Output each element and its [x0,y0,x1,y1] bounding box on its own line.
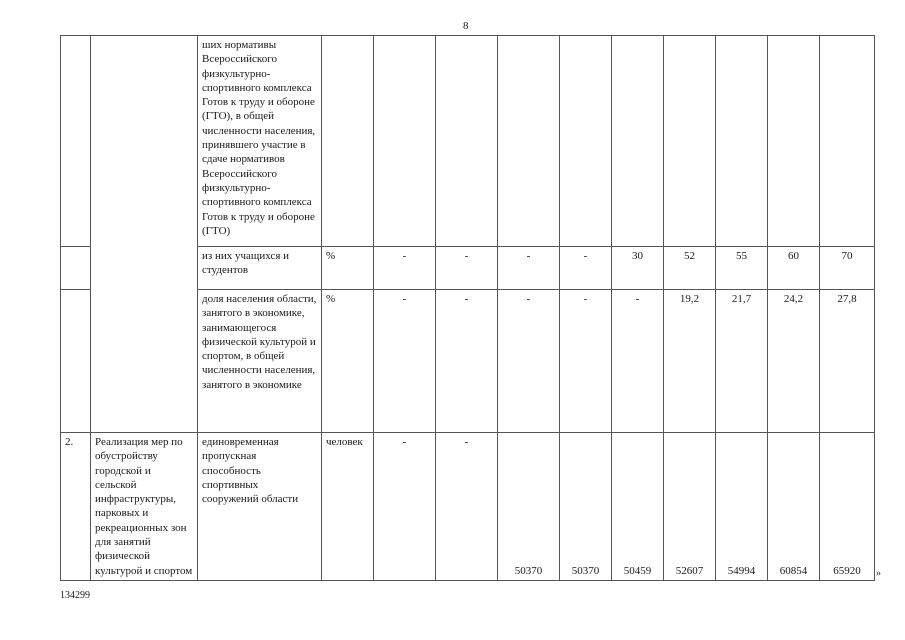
value-cell [374,36,436,247]
indicator-cell: единовременная пропускная способность спортивных сооружений области [198,433,322,581]
row-number-cell: 2. [61,433,91,581]
unit-cell: человек [322,433,374,581]
value-cell [436,36,498,247]
value-cell: - [560,290,612,433]
value-cell: - [436,433,498,581]
value-cell: 65920 [820,433,875,581]
indicator-cell: из них учащихся и студентов [198,247,322,290]
value-cell: 30 [612,247,664,290]
value-cell [612,36,664,247]
unit-cell: % [322,247,374,290]
footer-code: 134299 [60,590,90,601]
value-cell: - [436,247,498,290]
row-number-cell [61,247,91,290]
indicators-table [60,35,875,581]
value-cell [560,36,612,247]
value-cell [716,36,768,247]
table-row [61,433,875,581]
value-cell: 54994 [716,433,768,581]
value-cell: - [498,247,560,290]
unit-cell: % [322,290,374,433]
value-cell: - [374,247,436,290]
measure-cell: Реализация мер по обустройству городской и сельской инфраструктуры, парковых и рекреационных зон для занятий физической культурой и спортом [91,433,198,581]
value-cell [498,36,560,247]
unit-cell [322,36,374,247]
value-cell: 60 [768,247,820,290]
value-cell: - [498,290,560,433]
row-number-cell [61,290,91,433]
indicator-cell: доля населения области, занятого в экономике, занимающегося физической культурой и спортом, в общей численности населения, занятого в экономике [198,290,322,433]
value-cell: 70 [820,247,875,290]
value-cell: 50459 [612,433,664,581]
value-cell: 50370 [560,433,612,581]
value-cell: 19,2 [664,290,716,433]
value-cell: 60854 [768,433,820,581]
continuation-mark: » [876,568,881,579]
value-cell: 21,7 [716,290,768,433]
value-cell [664,36,716,247]
indicator-cell: ших нормативы Всероссийского физкультурно-спортивного комплекса Готов к труду и обороне (ГТО), в общей численности населения, принявшего участие в сдаче нормативов Всероссийского физкультурно-спортивного комплекса Готов к труду и обороне (ГТО) [198,36,322,247]
value-cell: 27,8 [820,290,875,433]
table-row [61,36,875,247]
value-cell: - [374,290,436,433]
value-cell: - [612,290,664,433]
row-number-cell [61,36,91,247]
measure-cell [91,36,198,433]
value-cell: 52607 [664,433,716,581]
value-cell: - [374,433,436,581]
value-cell [820,36,875,247]
value-cell: - [436,290,498,433]
value-cell: - [560,247,612,290]
value-cell [768,36,820,247]
page-number: 8 [463,20,469,32]
value-cell: 24,2 [768,290,820,433]
value-cell: 52 [664,247,716,290]
value-cell: 55 [716,247,768,290]
value-cell: 50370 [498,433,560,581]
